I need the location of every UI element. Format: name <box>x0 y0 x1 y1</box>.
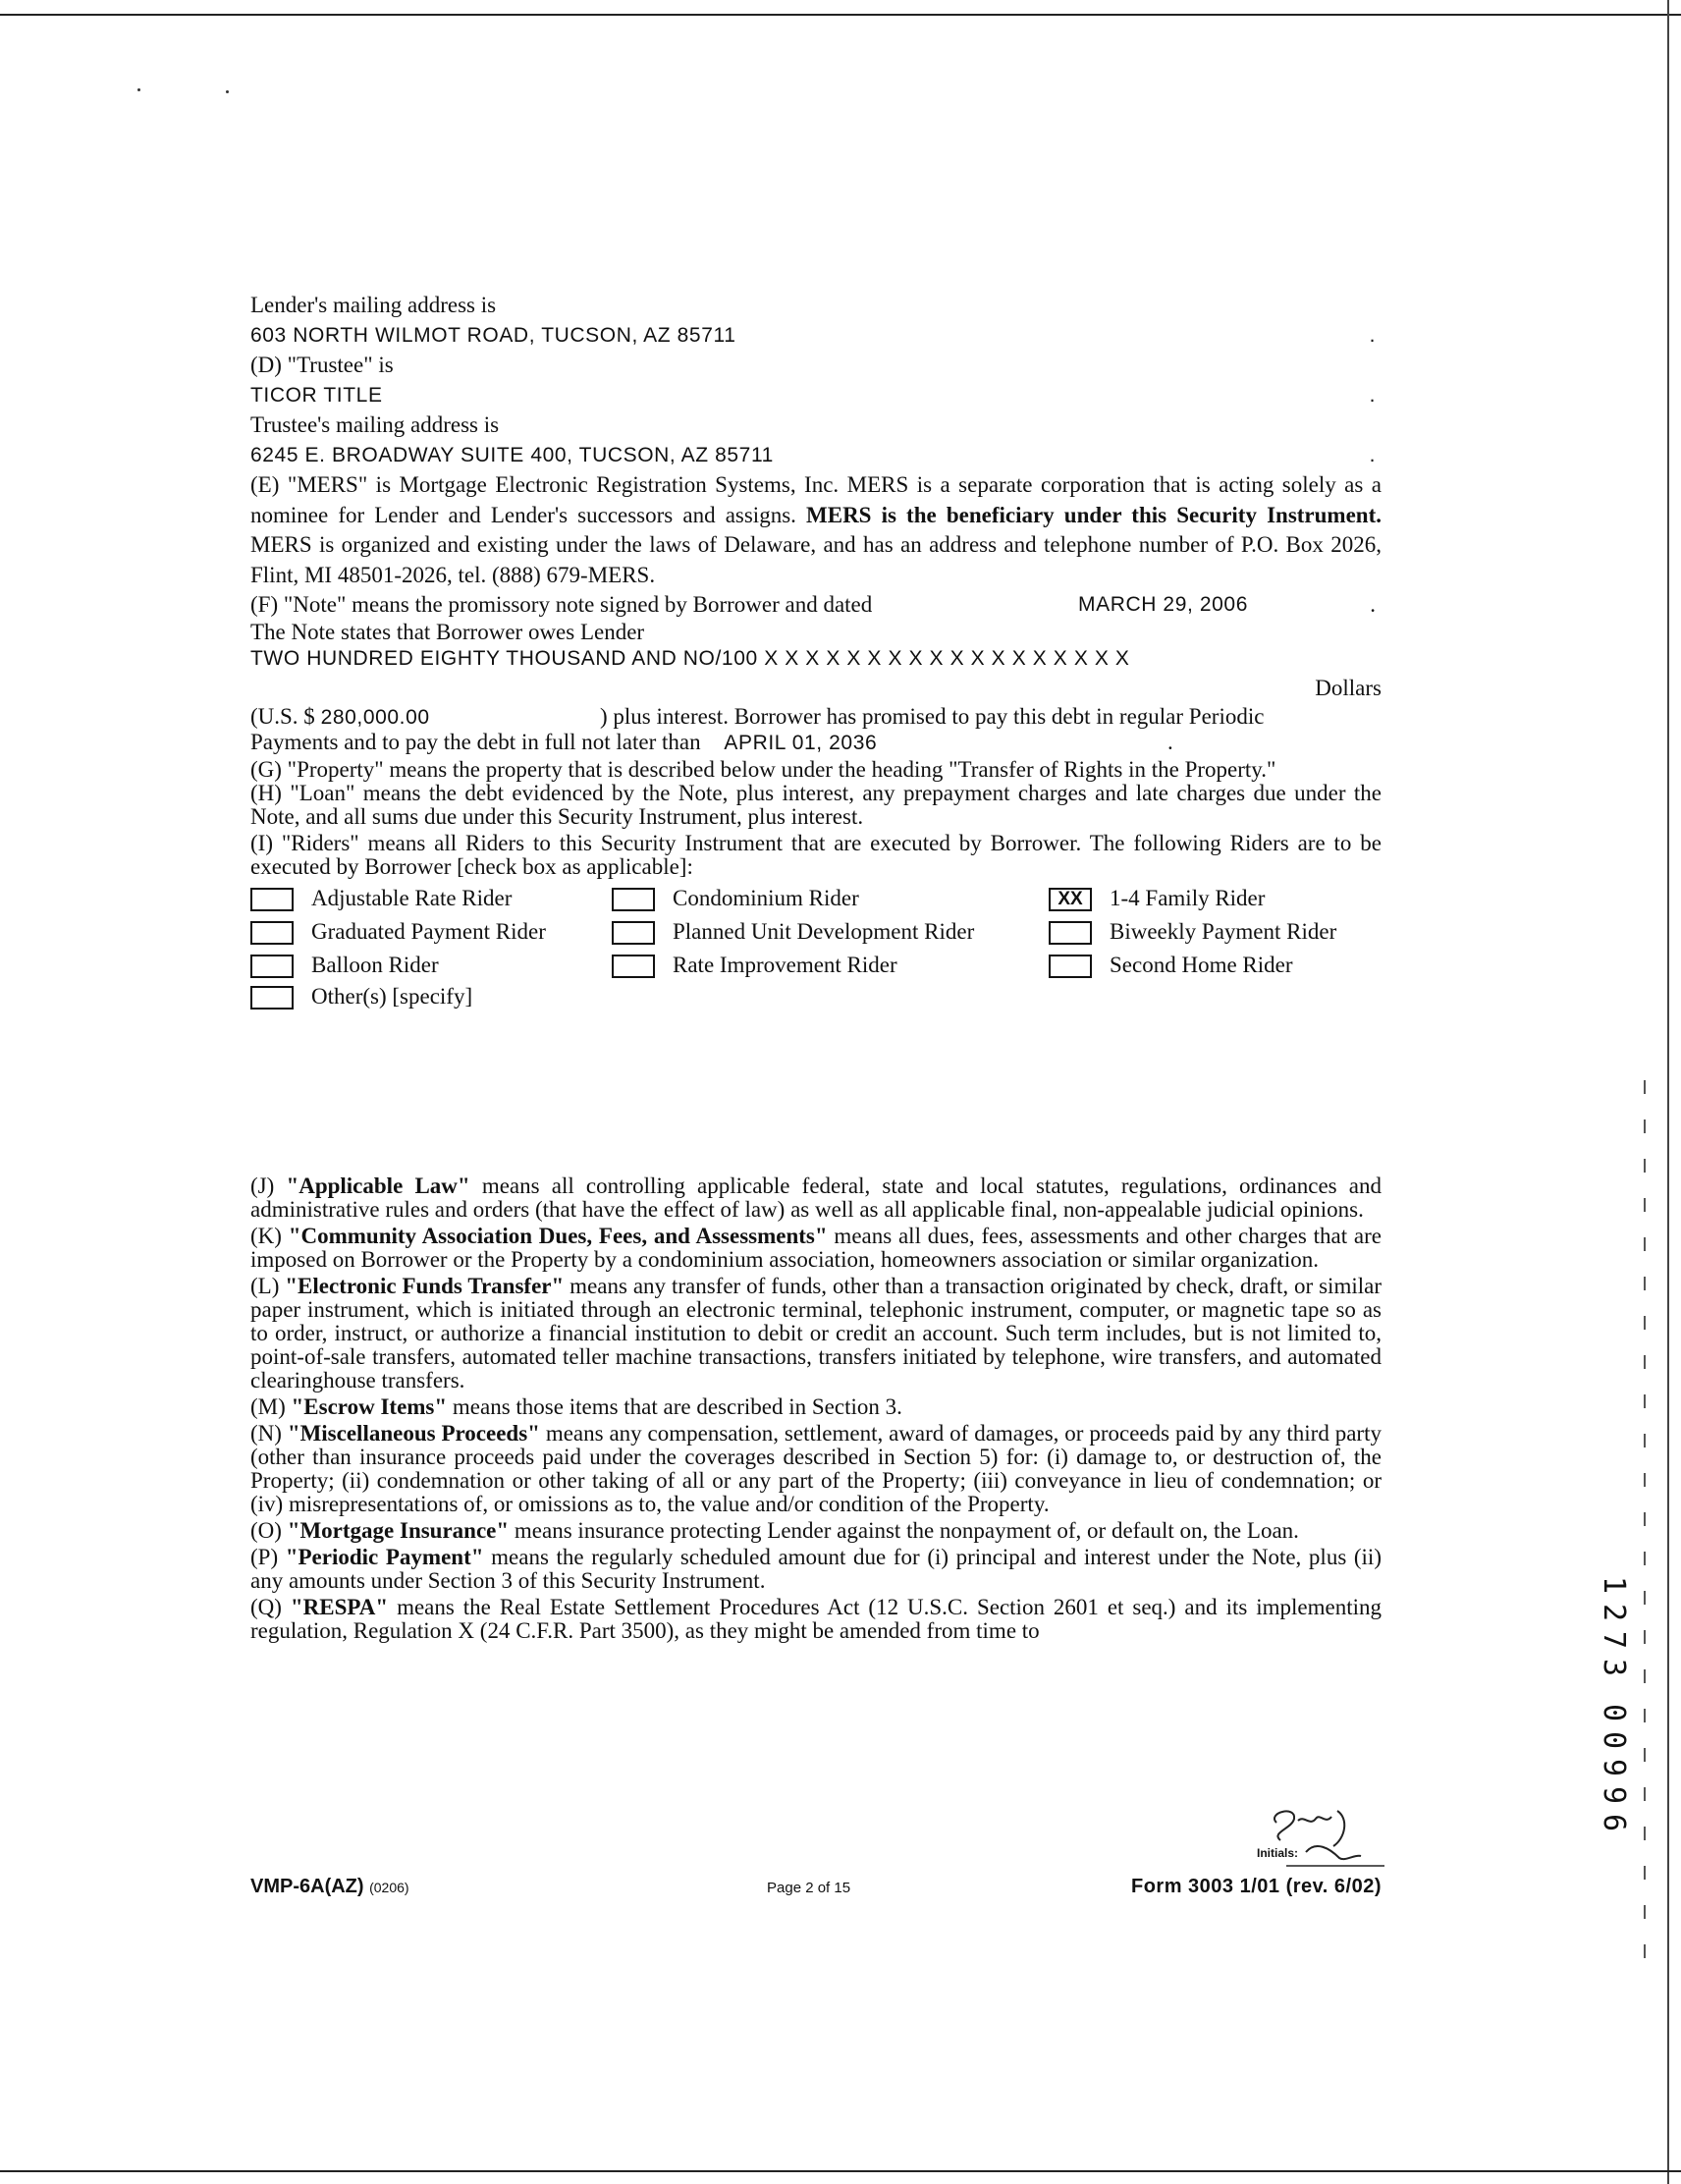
page-edge-right <box>1667 0 1669 2184</box>
trustee-address: 6245 E. BROADWAY SUITE 400, TUCSON, AZ 85711 . <box>250 443 1376 466</box>
page-footer <box>250 1876 1382 1905</box>
scan-speck <box>137 88 140 91</box>
rider-condominium[interactable] <box>612 885 859 914</box>
rider-checkbox[interactable] <box>612 888 655 911</box>
rider-label: Second Home Rider <box>1110 953 1293 978</box>
trustee-label: (D) "Trustee" is <box>250 353 394 377</box>
note-owes: The Note states that Borrower owes Lender <box>250 619 645 644</box>
rider-label: 1-4 Family Rider <box>1110 886 1266 911</box>
rider-graduated-payment[interactable] <box>250 918 546 948</box>
rider-label: Planned Unit Development Rider <box>673 919 975 945</box>
page-edge-bottom <box>0 2170 1681 2172</box>
rider-label: Graduated Payment Rider <box>311 919 546 945</box>
riders-checklist <box>250 885 1382 1010</box>
scan-speck <box>226 90 229 93</box>
page-edge-top <box>0 14 1681 16</box>
form-number: Form 3003 1/01 (rev. 6/02) <box>1131 1876 1382 1897</box>
rider-checkbox[interactable] <box>250 921 294 945</box>
amount-line: (U.S. $ 280,000.00 ) plus interest. Borrower has promised to pay this debt in regular Periodic <box>250 703 1265 729</box>
rider-second-home[interactable] <box>1049 952 1293 981</box>
rider-balloon[interactable] <box>250 952 439 981</box>
trustee-name: TICOR TITLE . <box>250 383 1376 407</box>
page-number: Page 2 of 15 <box>767 1880 851 1896</box>
rider-label: Biweekly Payment Rider <box>1110 919 1337 945</box>
rider-label: Other(s) [specify] <box>311 984 473 1010</box>
rider-rate-improvement[interactable] <box>612 952 897 981</box>
rider-checkbox[interactable] <box>612 921 655 945</box>
rider-label: Balloon Rider <box>311 953 439 978</box>
rider-label: Condominium Rider <box>673 886 859 911</box>
rider-biweekly-payment[interactable] <box>1049 918 1336 948</box>
definitions-list <box>250 1174 1382 1646</box>
handwritten-initials <box>1247 1793 1384 1872</box>
loan-definition: (H) "Loan" means the debt evidenced by the Note, plus interest, any prepayment charges and late charges due under the Note, and all sums due under this Security Instrument, plus interest. <box>250 780 1382 829</box>
rider-label: Adjustable Rate Rider <box>311 886 513 911</box>
rider-1-4-family[interactable] <box>1049 885 1265 914</box>
lender-address: 603 NORTH WILMOT ROAD, TUCSON, AZ 85711 . <box>250 323 1376 347</box>
main-text <box>250 291 1382 1010</box>
side-recording-number: 1 2 7 3 0 0 9 9 6 <box>1597 1575 1631 1832</box>
definition-community-association-dues: (K) "Community Association Dues, Fees, and Assessments" means all dues, fees, assessments and other charges that are imposed on Borrower or the Property by a condominium association, homeowners association or similar organization. <box>250 1224 1382 1272</box>
rider-checkbox[interactable] <box>250 888 294 911</box>
rider-checkbox[interactable]: XX <box>1049 888 1092 911</box>
rider-adjustable-rate[interactable] <box>250 885 512 914</box>
maturity-line: Payments and to pay the debt in full not later than APRIL 01, 2036 . <box>250 729 1173 754</box>
property-definition: (G) "Property" means the property that is described below under the heading "Transfer of Rights in the Property." <box>250 756 1276 782</box>
trustee-address-label: Trustee's mailing address is <box>250 412 500 437</box>
rider-label: Rate Improvement Rider <box>673 953 897 978</box>
amount-in-words: TWO HUNDRED EIGHTY THOUSAND AND NO/100 X X X X X X X X X X X X X X X X X X <box>250 646 1130 670</box>
rider-checkbox[interactable] <box>250 955 294 978</box>
definition-applicable-law: (J) "Applicable Law" means all controlling applicable federal, state and local statutes, regulations, ordinances and administrative rules and orders (that have the effect of law) as well as all applicable final, non-appealable judicial opinions. <box>250 1174 1382 1222</box>
definition-respa: (Q) "RESPA" means the Real Estate Settlement Procedures Act (12 U.S.C. Section 2601 et seq.) and its implementing regulation, Regulation X (24 C.F.R. Part 3500), as they might be amended from time to <box>250 1595 1383 1643</box>
rider-checkbox[interactable] <box>612 955 655 978</box>
rider-checkbox[interactable] <box>250 986 294 1010</box>
definition-periodic-payment: (P) "Periodic Payment" means the regularly scheduled amount due for (i) principal and interest under the Note, plus (ii) any amounts under Section 3 of this Security Instrument. <box>250 1545 1382 1593</box>
rider-other[interactable] <box>250 983 472 1012</box>
rider-checkbox[interactable] <box>1049 921 1092 945</box>
definition-escrow-items: (M) "Escrow Items" means those items that are described in Section 3. <box>250 1394 902 1419</box>
margin-dashes <box>1644 1080 1646 1964</box>
form-code: VMP-6A(AZ) (0206) <box>250 1876 409 1897</box>
note-definition: (F) "Note" means the promissory note signed by Borrower and dated MARCH 29, 2006 . <box>250 592 1376 617</box>
initials-label: Initials: <box>1257 1846 1299 1860</box>
definition-mortgage-insurance: (O) "Mortgage Insurance" means insurance protecting Lender against the nonpayment of, or default on, the Loan. <box>250 1518 1299 1543</box>
rider-checkbox[interactable] <box>1049 955 1092 978</box>
riders-intro: (I) "Riders" means all Riders to this Security Instrument that are executed by Borrower. The following Riders are to be executed by Borrower [check box as applicable]: <box>250 830 1382 879</box>
lender-address-label: Lender's mailing address is <box>250 293 497 317</box>
rider-planned-unit-development[interactable] <box>612 918 974 948</box>
definition-electronic-funds-transfer: (L) "Electronic Funds Transfer" means any transfer of funds, other than a transaction originated by check, draft, or similar paper instrument, which is initiated through an electronic terminal, telephonic instrument, computer, or magnetic tape so as to order, instruct, or authorize a financial institution to debit or credit an account. Such term includes, but is not limited to, point-of-sale transfers, automated teller machine transactions, transfers initiated by telephone, wire transfers, and automated clearinghouse transfers. <box>250 1274 1382 1392</box>
dollars-label: Dollars <box>1315 676 1382 700</box>
mers-definition: (E) "MERS" is Mortgage Electronic Registration Systems, Inc. MERS is a separate corporation that is acting solely as a nominee for Lender and Lender's successors and assigns. MERS is the beneficiary under this Security Instrument. MERS is organized and existing under the laws of Delaware, and has an address and telephone number of P.O. Box 2026, Flint, MI 48501-2026, tel. (888) 679-MERS. <box>250 472 1382 587</box>
definition-miscellaneous-proceeds: (N) "Miscellaneous Proceeds" means any compensation, settlement, award of damages, or proceeds paid by any third party (other than insurance proceeds paid under the coverages described in Section 5) for: (i) damage to, or destruction of, the Property; (ii) condemnation or other taking of all or any part of the Property; (iii) conveyance in lieu of condemnation; or (iv) misrepresentations of, or omissions as to, the value and/or condition of the Property. <box>250 1421 1382 1516</box>
